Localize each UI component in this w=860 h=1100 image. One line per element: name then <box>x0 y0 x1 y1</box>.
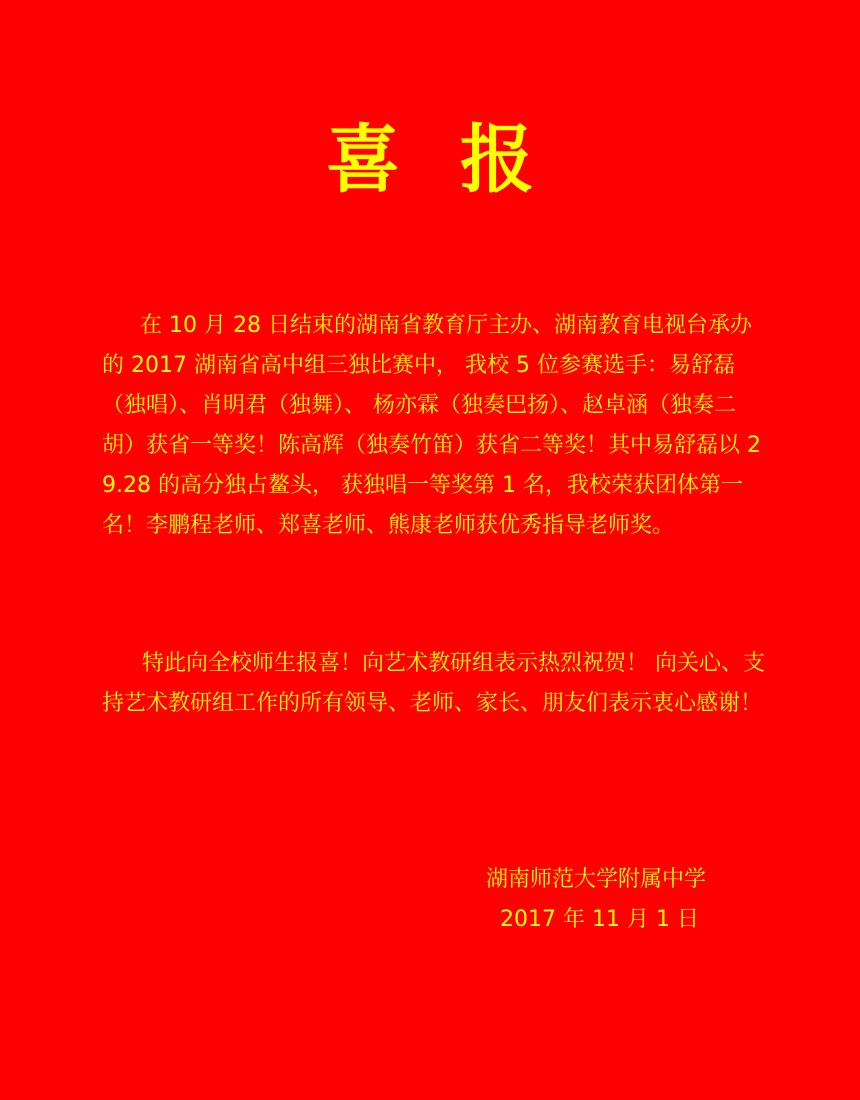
signature-block <box>486 860 706 940</box>
body-paragraph-announcement: 在 10 月 28 日结束的湖南省教育厅主办、湖南教育电视台承办的 2017 湖南省高中组三独比赛中， 我校 5 位参赛选手：易舒磊（独唱）、肖明君（独舞）、 杨亦霖（独奏巴扬）、赵卓涵（独奏二胡）获省一等奖！陈高辉（独奏竹笛）获省二等奖！其中易舒磊以 29.28 的高分独占鳌头， 获独唱一等奖第 1 名，我校荣获团体第一名！李鹏程老师、郑喜老师、熊康老师获优秀指导老师奖。 <box>102 313 761 538</box>
signature-date: 2017 年 11 月 1 日 <box>500 907 699 932</box>
signature-organization: 湖南师范大学附属中学 <box>486 867 707 892</box>
document-title: 喜报 <box>326 117 594 203</box>
body-paragraph-thanks: 特此向全校师生报喜！向艺术教研组表示热烈祝贺！ 向关心、支持艺术教研组工作的所有领导、老师、家长、朋友们表示衷心感谢！ <box>102 651 765 716</box>
